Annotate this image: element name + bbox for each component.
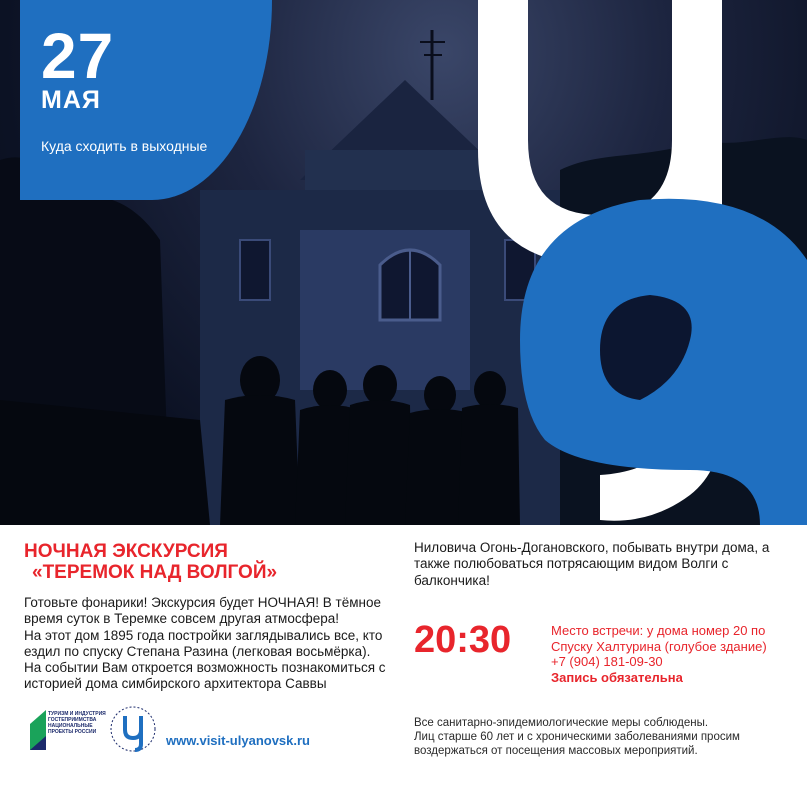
description-paragraph: На событии Вам откроется возможность познакомиться с историей дома симбирского архитектора Саввы bbox=[24, 660, 386, 692]
description-left bbox=[24, 595, 406, 693]
description-paragraph: Ниловича Огонь-Догановского, побывать внутри дома, а также полюбоваться потрясающим видом Волги с балкончика! bbox=[414, 540, 770, 588]
side-window bbox=[240, 240, 270, 300]
phone-number: +7 (904) 181-09-30 bbox=[551, 654, 663, 669]
description-paragraph: Готовьте фонарики! Экскурсия будет НОЧНАЯ! В тёмное время суток в Теремке совсем другая атмосфера! bbox=[24, 595, 381, 627]
event-title-line2: «ТЕРЕМОК НАД ВОЛГОЙ» bbox=[32, 562, 278, 583]
description-right bbox=[414, 540, 784, 589]
notice-line: воздержаться от посещения массовых мероприятий. bbox=[414, 745, 698, 757]
event-time: 20:30 bbox=[414, 619, 512, 661]
description-paragraph: На этот дом 1895 года постройки заглядывались все, кто ездил по спуску Степана Разина (легковая восьмёрка). bbox=[24, 627, 383, 659]
registration-note: Запись обязательна bbox=[551, 669, 683, 685]
notice-line: Все санитарно-эпидемиологические меры соблюдены. bbox=[414, 717, 709, 729]
event-title bbox=[24, 541, 277, 583]
event-title-line1: НОЧНАЯ ЭКСКУРСИЯ bbox=[24, 541, 228, 562]
sanitary-notice bbox=[414, 716, 794, 758]
website-link[interactable]: www.visit-ulyanovsk.ru bbox=[166, 733, 311, 748]
date-month: МАЯ bbox=[41, 86, 101, 114]
date-day: 27 bbox=[41, 20, 115, 92]
meeting-line: Место встречи: у дома номер 20 по bbox=[551, 623, 766, 638]
notice-line: Лиц старше 60 лет и с хроническими заболеваниями просим bbox=[414, 731, 740, 743]
meeting-info bbox=[551, 623, 791, 685]
date-subtitle: Куда сходить в выходные bbox=[41, 138, 208, 154]
national-projects-logo-text: ТУРИЗМ И ИНДУСТРИЯ ГОСТЕПРИИМСТВА НАЦИОНАЛЬНЫЕ ПРОЕКТЫ РОССИИ bbox=[48, 711, 106, 735]
tourist-center-logo bbox=[108, 704, 158, 754]
meeting-line: Спуску Халтурина (голубое здание) bbox=[551, 638, 767, 654]
